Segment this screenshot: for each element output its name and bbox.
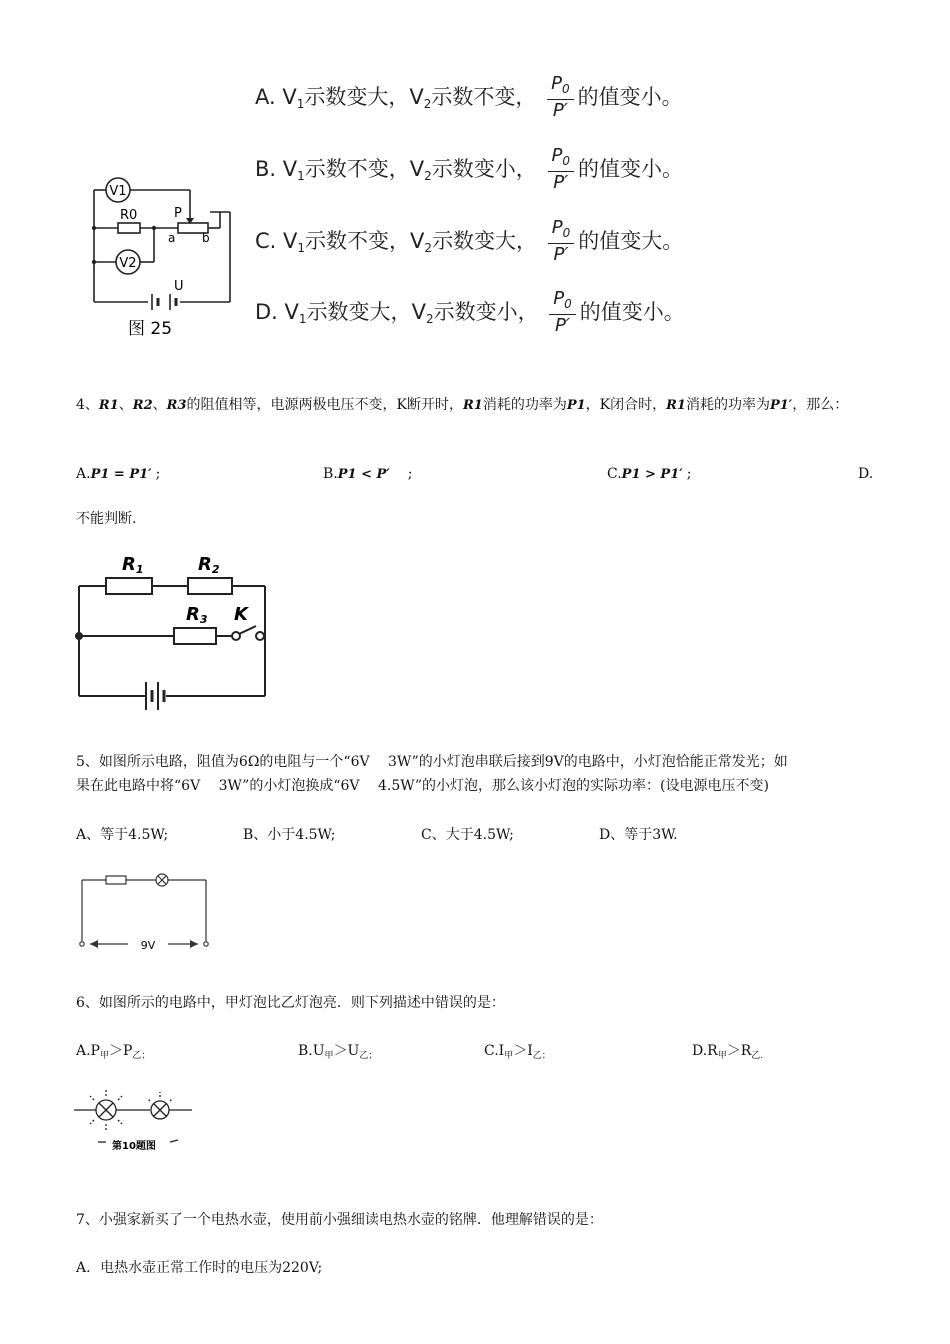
power-ratio-fraction: $\frac{P_0}{P'}$ [548, 146, 575, 194]
p1-symbol: P1 [566, 398, 586, 413]
option-label: A. [76, 466, 91, 482]
stem-text: 消耗的功率为 [685, 397, 770, 413]
option-end: ； [368, 1051, 378, 1061]
power-ratio-fraction: $\frac{P_0}{P'}$ [547, 74, 574, 122]
v2-description: 示数变小， [433, 300, 539, 324]
ratio-description: 的值变大。 [578, 229, 684, 253]
q3-fig-p-label: P [174, 206, 182, 221]
option-subscript: 甲 [99, 1051, 109, 1061]
q5-option-b: B、小于4.5W; [243, 827, 336, 843]
r1-symbol: R1 [98, 398, 119, 413]
q5-option-d: D、等于3W. [599, 827, 678, 843]
v1-subscript: 1 [297, 169, 305, 183]
separator: 、 [118, 397, 133, 413]
v1-symbol: V [284, 300, 299, 324]
ratio-description: 的值变小。 [577, 85, 683, 109]
v2-subscript: 2 [423, 97, 432, 111]
q6-option-a [76, 1040, 150, 1061]
q4-circuit-figure [70, 550, 280, 722]
v2-description: 示数变小， [431, 157, 537, 181]
option-label: C. [607, 466, 622, 482]
q4-option-a [76, 466, 160, 482]
q7-stem: 7、小强家新买了一个电热水壶，使用前小强细读电热水壶的铭牌．他理解错误的是： [76, 1212, 603, 1228]
q7-option-a: A．电热水壶正常工作时的电压为220V; [76, 1260, 323, 1276]
option-text: A.P [76, 1043, 100, 1059]
q5-stem-line1: 5、如图所示电路，阻值为6Ω的电阻与一个“6V 3W”的小灯泡串联后接到9V的电路中，小灯泡恰能正常发光；如 [76, 754, 788, 770]
q4-option-c [607, 466, 691, 482]
q5-option-c: C、大于4.5W; [421, 827, 514, 843]
question-number: 4、 [76, 397, 99, 413]
stem-text: 消耗的功率为 [482, 397, 567, 413]
q3-fig-v2-label: V2 [119, 256, 137, 271]
option-end: ； [541, 1051, 551, 1061]
v2-symbol: V [409, 85, 424, 109]
q6-stem: 6、如图所示的电路中，甲灯泡比乙灯泡亮．则下列描述中错误的是： [76, 995, 505, 1011]
v2-description: 示数变大， [432, 229, 538, 253]
separator: 、 [152, 397, 167, 413]
v1-subscript: 1 [296, 97, 305, 111]
q4-option-d-text: 不能判断. [76, 511, 137, 527]
q4-stem [76, 393, 848, 418]
v1-description: 示数不变， [305, 229, 411, 253]
option-subscript: 甲 [324, 1051, 334, 1061]
option-end: ; [155, 466, 161, 482]
q3-option-b [255, 146, 683, 194]
v2-symbol: V [411, 300, 426, 324]
v1-symbol: V [282, 157, 298, 181]
q5-circuit-figure [76, 868, 216, 954]
q3-fig-v1-label: V1 [109, 184, 127, 199]
v2-subscript: 2 [424, 241, 433, 255]
q6-fig-caption: 第10题图 [112, 1141, 156, 1152]
q6-option-b [298, 1040, 377, 1061]
ratio-description: 的值变小。 [578, 157, 683, 181]
q3-fig-r0-label: R0 [120, 208, 138, 223]
option-text: ＞R [726, 1043, 752, 1059]
v1-subscript: 1 [297, 241, 306, 255]
v2-subscript: 2 [424, 169, 432, 183]
option-text: ＞I [513, 1043, 533, 1059]
option-subscript: 乙 [532, 1051, 542, 1061]
r1-symbol: R1 [462, 398, 483, 413]
q6-option-c [484, 1040, 551, 1061]
r3-symbol: R3 [166, 398, 187, 413]
option-expression: P1 < P′ [337, 467, 390, 482]
v1-symbol: V [282, 85, 297, 109]
v1-subscript: 1 [298, 312, 307, 326]
stem-text: ，K闭合时， [585, 397, 667, 413]
option-text: D.R [692, 1043, 718, 1059]
option-end: ; [407, 466, 413, 482]
q3-option-letter: B. [255, 157, 277, 181]
v2-symbol: V [409, 157, 425, 181]
stem-text: 的阻值相等，电源两极电压不变，K断开时， [186, 397, 463, 413]
option-text: ＞U [333, 1043, 360, 1059]
option-expression: P1 > P1′ [621, 467, 683, 482]
v2-description: 示数不变， [431, 85, 537, 109]
q3-fig-u-label: U [174, 279, 184, 294]
q3-option-a [255, 74, 683, 122]
q5-stem-line2: 果在此电路中将“6V 3W”的小灯泡换成“6V 4.5W”的小灯泡，那么该小灯泡的实际功率：(设电源电压不变) [76, 778, 769, 794]
v1-description: 示数不变， [304, 157, 410, 181]
option-text: ＞P [109, 1043, 133, 1059]
option-end: . [760, 1051, 764, 1061]
q3-option-c [255, 218, 683, 266]
q5-option-a: A、等于4.5W; [76, 827, 169, 843]
ratio-description: 的值变小。 [579, 300, 685, 324]
v2-subscript: 2 [425, 312, 434, 326]
q4-fig-r1-label: R1 [122, 554, 144, 576]
r1-symbol: R1 [666, 398, 686, 413]
r2-symbol: R2 [132, 398, 153, 413]
power-ratio-fraction: $\frac{P_0}{P'}$ [548, 218, 575, 266]
option-text: B.U [298, 1043, 325, 1059]
q3-fig-caption: 图 25 [128, 319, 173, 339]
option-end: ； [141, 1051, 151, 1061]
q3-circuit-figure [82, 168, 242, 344]
option-subscript: 乙 [132, 1051, 142, 1061]
q3-option-d [255, 289, 685, 337]
q6-lamps-figure [72, 1088, 196, 1158]
q4-fig-k-label: K [234, 604, 248, 625]
q4-fig-r3-label: R3 [186, 604, 208, 626]
stem-text: ，那么： [792, 397, 849, 413]
q4-option-d-label: D. [858, 466, 874, 482]
option-subscript: 乙 [751, 1051, 761, 1061]
q3-option-letter: C. [255, 229, 277, 253]
option-subscript: 乙 [359, 1051, 369, 1061]
power-ratio-fraction: $\frac{P_0}{P'}$ [549, 289, 576, 337]
v1-description: 示数变大， [304, 85, 410, 109]
option-end: ; [686, 466, 692, 482]
q5-fig-voltage-label: 9V [140, 939, 156, 952]
option-subscript: 甲 [504, 1051, 514, 1061]
v1-symbol: V [283, 229, 298, 253]
q6-option-d [692, 1040, 763, 1061]
option-subscript: 甲 [717, 1051, 727, 1061]
q4-option-b [323, 466, 412, 482]
option-text: C.I [484, 1043, 505, 1059]
q3-fig-a-label: a [168, 231, 176, 245]
q4-fig-r2-label: R2 [198, 554, 220, 576]
v1-description: 示数变大， [306, 300, 412, 324]
option-expression: P1 = P1′ [90, 467, 152, 482]
q3-option-letter: D. [255, 300, 278, 324]
q3-fig-b-label: b [202, 231, 210, 245]
q3-option-letter: A. [255, 85, 276, 109]
option-label: B. [323, 466, 338, 482]
p1-prime-symbol: P1′ [769, 398, 793, 413]
v2-symbol: V [410, 229, 425, 253]
